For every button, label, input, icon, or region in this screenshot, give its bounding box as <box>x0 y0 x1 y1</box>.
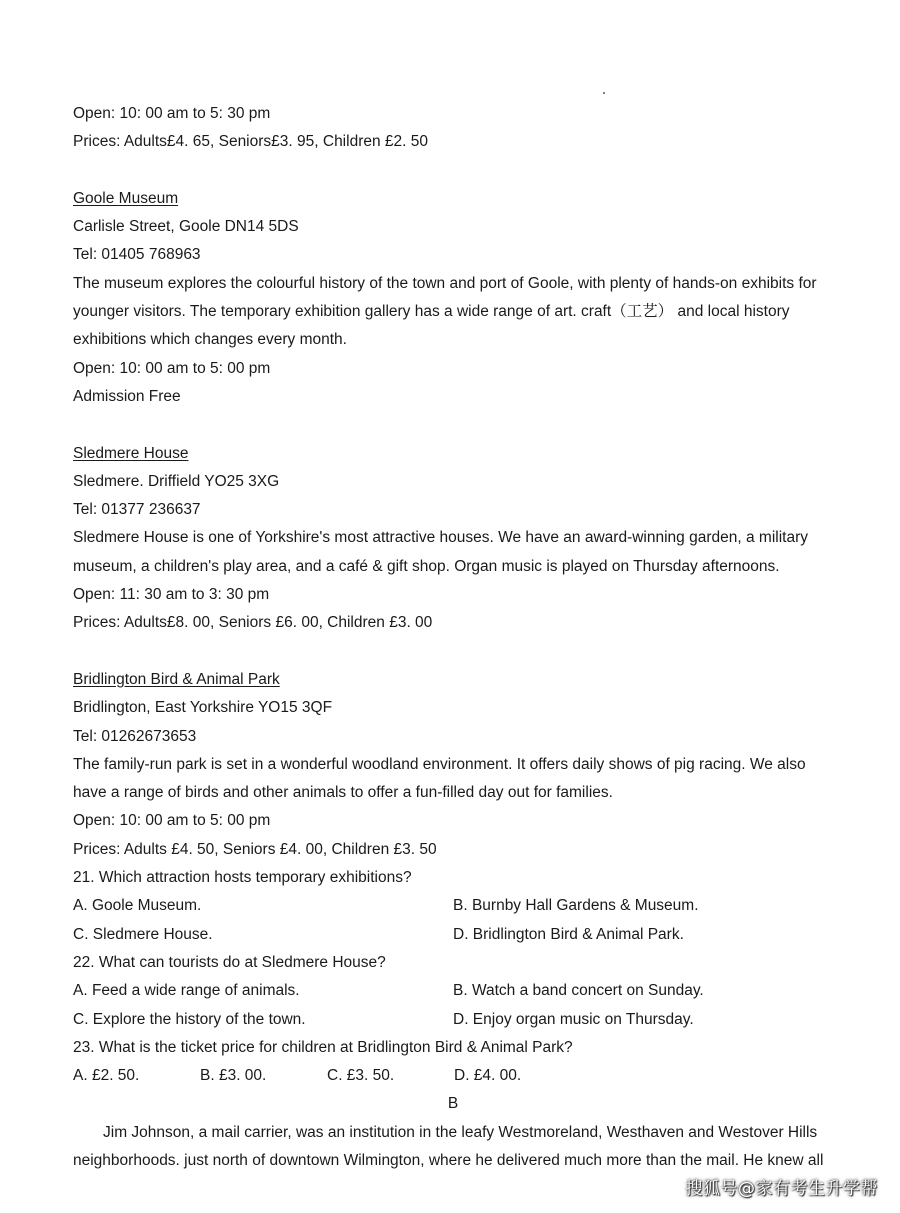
options-row <box>73 1062 833 1090</box>
option-a: A. Feed a wide range of animals. <box>73 982 300 1000</box>
attraction-description-line: museum, a children's play area, and a café & gift shop. Organ music is played on Thursday afternoons. <box>73 557 780 575</box>
attraction-tel: Tel: 01262673653 <box>73 727 197 745</box>
option-d: D. Enjoy organ music on Thursday. <box>453 1010 694 1028</box>
intro-open-hours: Open: 10: 00 am to 5: 30 pm <box>73 105 271 122</box>
section-heading: B <box>447 1095 459 1113</box>
attraction-sledmere-house <box>73 440 833 638</box>
section-b <box>73 1090 833 1175</box>
attraction-open-hours: Open: 10: 00 am to 5: 00 pm <box>73 359 271 377</box>
attraction-title: Goole Museum <box>73 189 179 207</box>
question-21 <box>73 864 833 949</box>
options-row <box>73 921 833 949</box>
attraction-prices: Prices: Adults£8. 00, Seniors £6. 00, Children £3. 00 <box>73 614 433 632</box>
spacer <box>73 411 833 439</box>
option-c: C. Sledmere House. <box>73 925 213 943</box>
attraction-description-line: The family-run park is set in a wonderful woodland environment. It offers daily shows of pig racing. We also <box>73 755 806 773</box>
attraction-goole-museum <box>73 185 833 411</box>
options-row <box>73 892 833 920</box>
option-d: D. £4. 00. <box>454 1067 522 1085</box>
intro-prices: Prices: Adults£4. 65, Seniors£3. 95, Children £2. 50 <box>73 133 428 151</box>
attraction-description-line: Sledmere House is one of Yorkshire's most attractive houses. We have an award-winning garden, a military <box>73 529 808 547</box>
attraction-prices: Prices: Adults £4. 50, Seniors £4. 00, Children £3. 50 <box>73 840 437 858</box>
question-stem: 21. Which attraction hosts temporary exhibitions? <box>73 869 412 887</box>
attraction-description-line: younger visitors. The temporary exhibition gallery has a wide range of art. craft（工艺） and local history <box>73 303 790 321</box>
paragraph-line: Jim Johnson, a mail carrier, was an institution in the leafy Westmoreland, Westhaven and Westover Hills <box>103 1123 818 1141</box>
question-22 <box>73 949 833 1034</box>
attraction-open-hours: Open: 11: 30 am to 3: 30 pm <box>73 586 270 604</box>
option-b: B. Burnby Hall Gardens & Museum. <box>453 897 699 915</box>
attraction-open-hours: Open: 10: 00 am to 5: 00 pm <box>73 812 271 830</box>
question-stem: 22. What can tourists do at Sledmere House? <box>73 953 386 971</box>
scan-speck <box>603 92 605 94</box>
option-b: B. Watch a band concert on Sunday. <box>453 982 704 1000</box>
attraction-address: Sledmere. Driffield YO25 3XG <box>73 472 280 490</box>
attraction-description-line: exhibitions which changes every month. <box>73 331 347 349</box>
attraction-prices: Admission Free <box>73 387 181 405</box>
attraction-bridlington-park <box>73 666 833 864</box>
document-page <box>73 100 833 1175</box>
attraction-address: Carlisle Street, Goole DN14 5DS <box>73 218 299 236</box>
attraction-title: Sledmere House <box>73 444 189 462</box>
option-c: C. Explore the history of the town. <box>73 1010 306 1028</box>
attraction-title: Bridlington Bird & Animal Park <box>73 670 280 688</box>
spacer <box>73 638 833 666</box>
attraction-tel: Tel: 01405 768963 <box>73 246 201 264</box>
option-d: D. Bridlington Bird & Animal Park. <box>453 925 684 943</box>
question-stem: 23. What is the ticket price for children at Bridlington Bird & Animal Park? <box>73 1038 573 1056</box>
attraction-address: Bridlington, East Yorkshire YO15 3QF <box>73 699 333 717</box>
option-a: A. £2. 50. <box>73 1067 140 1085</box>
attraction-tel: Tel: 01377 236637 <box>73 501 201 519</box>
option-c: C. £3. 50. <box>327 1067 395 1085</box>
attraction-description-line: The museum explores the colourful history of the town and port of Goole, with plenty of hands-on exhibits for <box>73 274 817 292</box>
spacer <box>73 157 833 185</box>
question-23 <box>73 1034 833 1091</box>
options-row <box>73 1006 833 1034</box>
watermark: 搜狐号@家有考生升学帮 <box>685 1179 878 1199</box>
option-b: B. £3. 00. <box>200 1067 267 1085</box>
options-row <box>73 977 833 1005</box>
attraction-description-line: have a range of birds and other animals to offer a fun-filled day out for families. <box>73 784 613 802</box>
option-a: A. Goole Museum. <box>73 897 202 915</box>
paragraph-line: neighborhoods. just north of downtown Wilmington, where he delivered much more than the mail. He knew all <box>73 1151 824 1169</box>
